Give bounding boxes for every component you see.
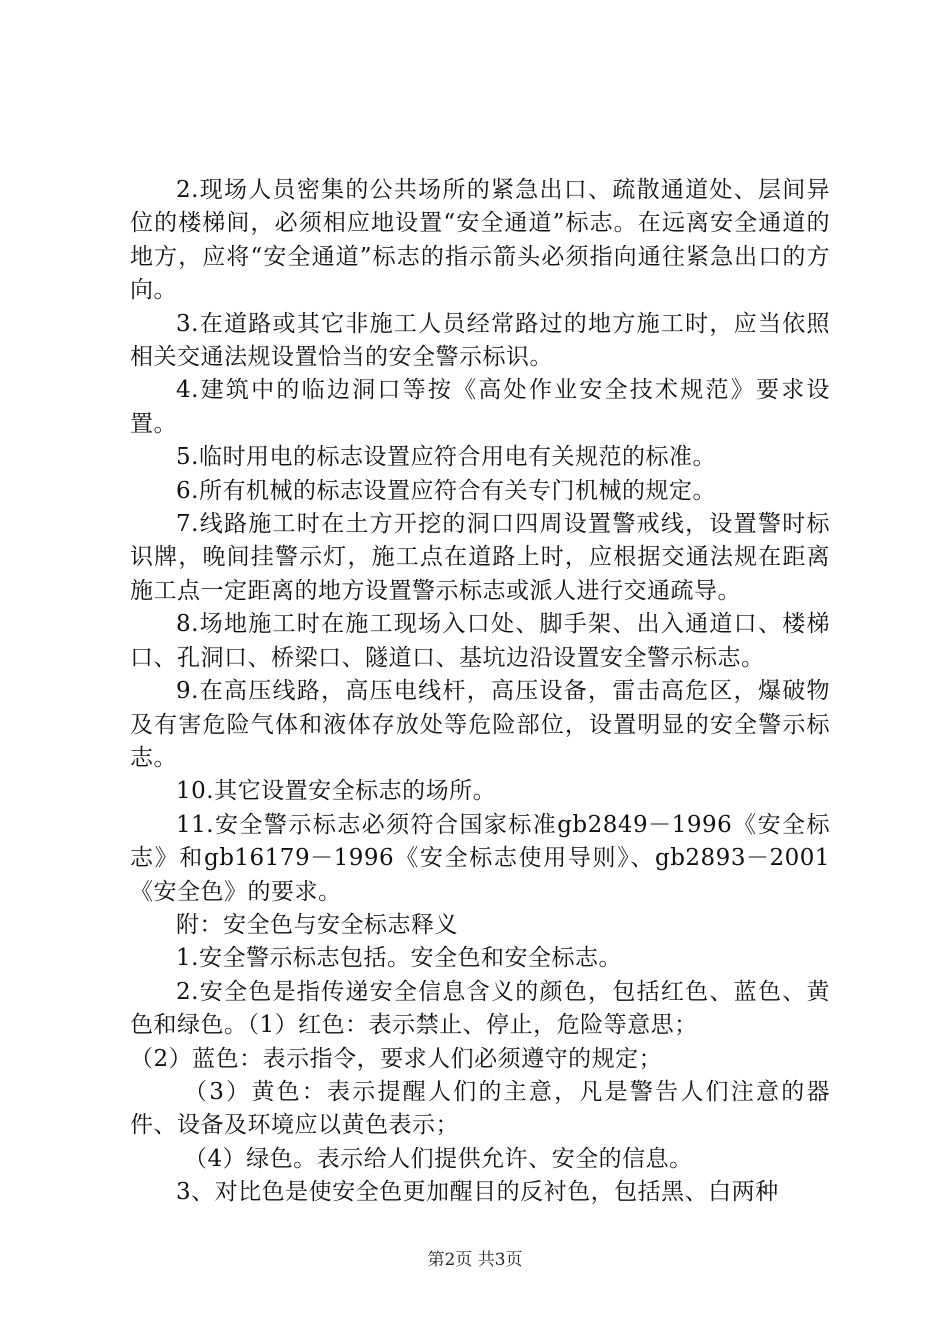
- paragraph-11: 11.安全警示标志必须符合国家标准gb2849－1996《安全标志》和gb16179－1996《安全标志使用导则》、gb2893－2001《安全色》的要求。: [130, 811, 830, 905]
- paragraph-3: 3.在道路或其它非施工人员经常路过的地方施工时，应当依照相关交通法规设置恰当的安全警示标识。: [130, 310, 830, 371]
- appendix-item-1: 1.安全警示标志包括。安全色和安全标志。: [176, 945, 622, 972]
- appendix-item-green: （4）绿色。表示给人们提供允许、安全的信息。: [184, 1145, 693, 1172]
- paragraph-10: 10.其它设置安全标志的场所。: [176, 778, 497, 805]
- page-number-footer: 第2页 共3页: [427, 1250, 523, 1270]
- document-body: [130, 174, 830, 1210]
- paragraph-5: 5.临时用电的标志设置应符合用电有关规范的标准。: [176, 444, 716, 471]
- paragraph-8: 8.场地施工时在施工现场入口处、脚手架、出入通道口、楼梯口、孔洞口、桥梁口、隧道口、基坑边沿设置安全警示标志。: [130, 611, 830, 671]
- paragraph-2: 2.现场人员密集的公共场所的紧急出口、疏散通道处、层间异位的楼梯间，必须相应地设置“安全通道”标志。在远离安全通道的地方，应将“安全通道”标志的指示箭头必须指向通往紧急出口的方向。: [130, 177, 830, 304]
- appendix-item-2: 2.安全色是指传递安全信息含义的颜色，包括红色、蓝色、黄色和绿色。（1）红色：表示禁止、停止，危险等意思；: [130, 978, 830, 1039]
- paragraph-7: 7.线路施工时在土方开挖的洞口四周设置警戒线，设置警时标识牌，晚间挂警示灯，施工点在道路上时，应根据交通法规在距离施工点一定距离的地方设置警示标志或派人进行交通疏导。: [130, 511, 830, 604]
- appendix-item-3: 3、对比色是使安全色更加醒目的反衬色，包括黑、白两种: [176, 1179, 779, 1206]
- appendix-item-blue: （2）蓝色：表示指令，要求人们必须遵守的规定；: [130, 1045, 663, 1072]
- appendix-item-yellow: （3）黄色：表示提醒人们的主意，凡是警告人们注意的器件、设备及环境应以黄色表示；: [130, 1078, 830, 1139]
- paragraph-4: 4.建筑中的临边洞口等按《高处作业安全技术规范》要求设置。: [130, 377, 830, 437]
- paragraph-6: 6.所有机械的标志设置应符合有关专门机械的规定。: [176, 477, 716, 504]
- appendix-heading: 附：安全色与安全标志释义: [176, 911, 458, 938]
- paragraph-9: 9.在高压线路，高压电线杆，高压设备，雷击高危区，爆破物及有害危险气体和液体存放处等危险部位，设置明显的安全警示标志。: [130, 678, 830, 771]
